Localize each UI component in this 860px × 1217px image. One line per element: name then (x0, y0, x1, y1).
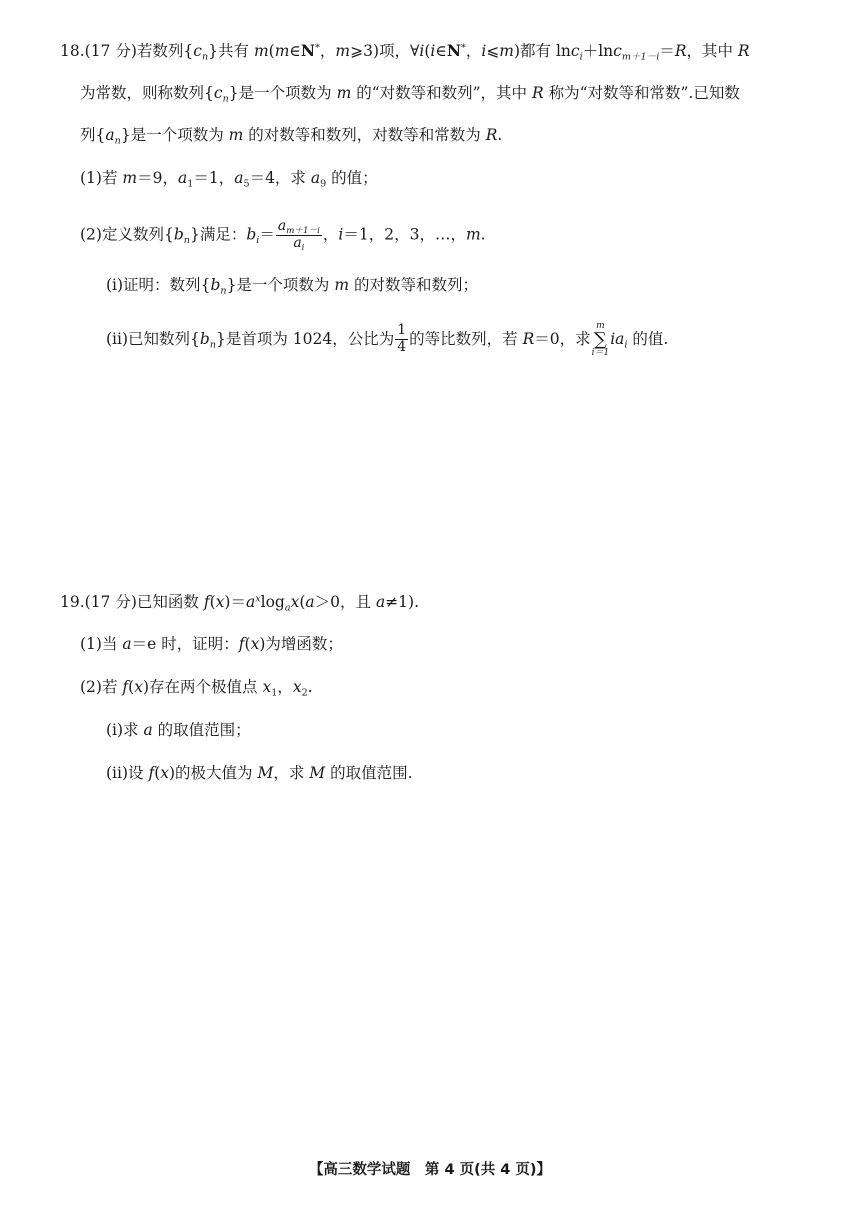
q18-part-2-ii: (ii)已知数列$\{b_n\}$是首项为 1024，公比为 $\frac{1}{4}$ 的等比数列，若 R＝0，求 m ∑ i＝1 $ia_i$ 的值. (106, 321, 669, 358)
q19-part-1: (1)当 a＝e 时，证明：f(x)为增函数； (80, 635, 343, 653)
q19-part-2-i: (i)求 a 的取值范围； (106, 721, 251, 739)
q18-stem-line-1: 18.(17 分)若数列$\{c_n\}$共有 m(m∈N*，m⩾3)项，∀i(i∈N*，i⩽m)都有 lnc$_i$＋lnc$_{m+1-i}$＝R，其中 R (60, 41, 750, 63)
q18-part-2-i: (i)证明：数列$\{b_n\}$是一个项数为 m 的对数等和数列； (106, 276, 478, 297)
q19-stem: 19.(17 分)已知函数 $f(x)=a^x\log_ax(a>0$，且 a≠1). (60, 593, 420, 614)
page-footer: 【高三数学试题 第 4 页(共 4 页)】 (308, 1162, 552, 1178)
summation-symbol: m ∑ i＝1 (591, 321, 610, 358)
q18-stem-line-2: 为常数，则称数列$\{c_n\}$是一个项数为 m 的“对数等和数列”，其中 R 称为“对数等和常数”.已知数 (80, 84, 740, 105)
fraction-a-ratio: $\frac{a_{m+1-i}}{a_i}$ (277, 218, 320, 253)
fraction-one-quarter: $\frac{1}{4}$ (397, 322, 407, 356)
q18-part-2: (2)定义数列$\{b_n\}$满足：$b_i=$ $\frac{a_{m+1-i}}{a_i}$ ，i＝1，2，3，…，m. (80, 218, 486, 253)
q18-stem-line-3: 列$\{a_n\}$是一个项数为 m 的对数等和数列，对数等和常数为 R. (80, 126, 503, 147)
q18-part-1: (1)若 m＝9，$a_1=1$，$a_5=4$，求 $a_9$ 的值； (80, 169, 378, 190)
q19-part-2: (2)若 f(x)存在两个极值点 $x_1$，$x_2$. (80, 678, 313, 699)
q19-part-2-ii: (ii)设 f(x)的极大值为 M，求 M 的取值范围. (106, 764, 413, 782)
